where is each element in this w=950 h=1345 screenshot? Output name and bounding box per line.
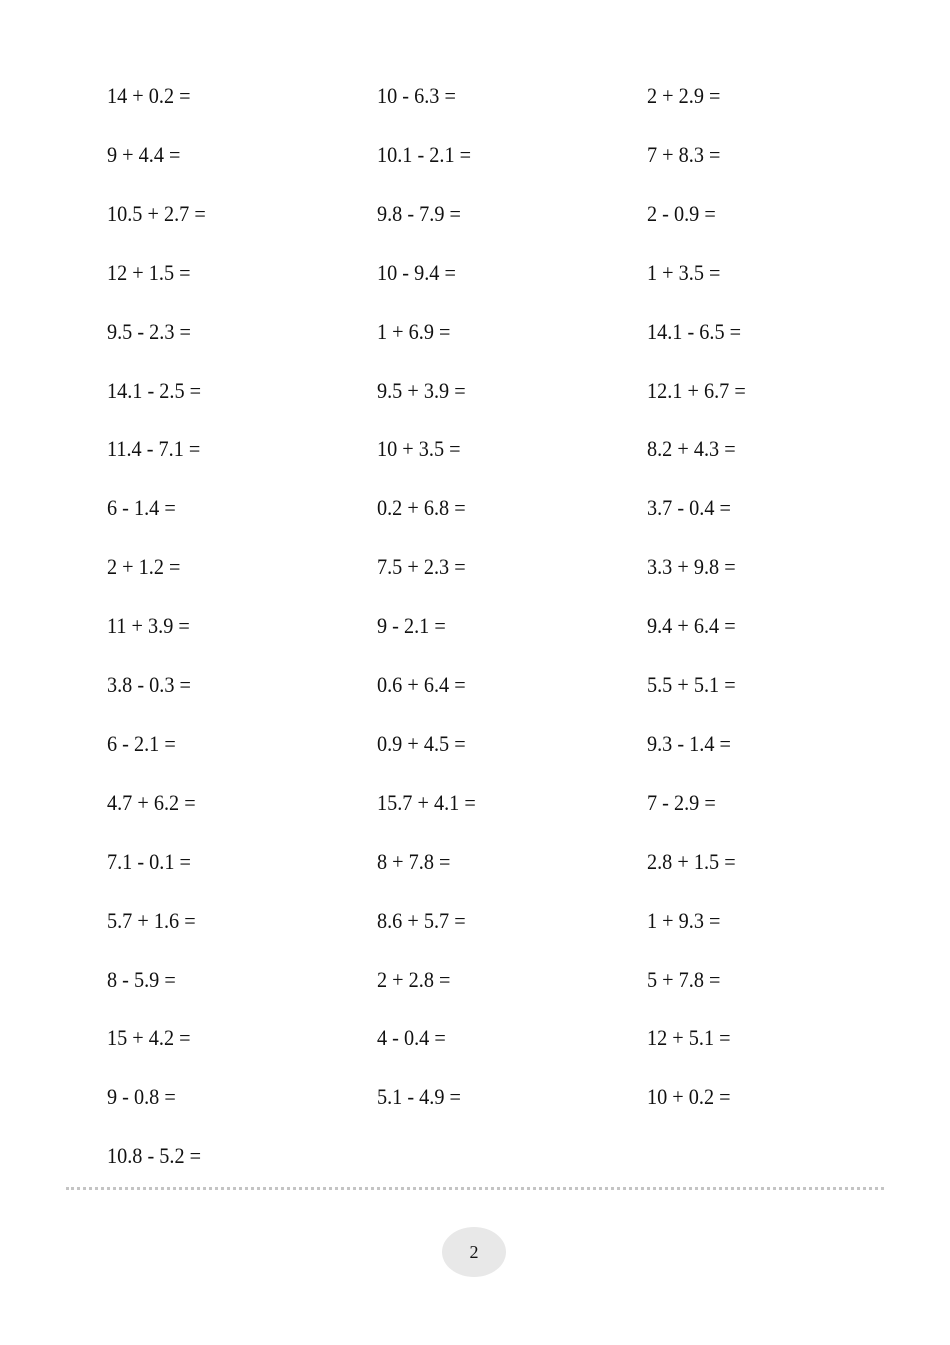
math-problem: 5 + 7.8 = bbox=[647, 966, 721, 992]
math-problem: 8.6 + 5.7 = bbox=[377, 907, 466, 933]
math-problem: 8 - 5.9 = bbox=[107, 966, 176, 992]
math-problem: 0.6 + 6.4 = bbox=[377, 672, 466, 697]
math-problem: 2 - 0.9 = bbox=[647, 200, 716, 226]
math-problem: 9 - 2.1 = bbox=[377, 613, 446, 639]
math-problem: 5.7 + 1.6 = bbox=[107, 907, 196, 933]
page-number: 2 bbox=[469, 1241, 479, 1262]
math-problem: 2.8 + 1.5 = bbox=[647, 848, 736, 874]
math-problem: 5.5 + 5.1 = bbox=[647, 672, 736, 697]
math-problem: 15 + 4.2 = bbox=[107, 1025, 191, 1051]
math-problem: 4.7 + 6.2 = bbox=[107, 789, 196, 815]
math-problem: 9.3 - 1.4 = bbox=[647, 730, 731, 756]
math-problem: 11.4 - 7.1 = bbox=[107, 436, 201, 462]
math-problem: 10.5 + 2.7 = bbox=[107, 200, 206, 226]
math-problem: 11 + 3.9 = bbox=[107, 613, 190, 639]
math-problem: 9 + 4.4 = bbox=[107, 141, 181, 167]
math-problem: 3.7 - 0.4 = bbox=[647, 495, 731, 521]
math-problem: 8 + 7.8 = bbox=[377, 848, 451, 874]
math-problem: 3.8 - 0.3 = bbox=[107, 672, 191, 697]
math-problem: 1 + 9.3 = bbox=[647, 907, 721, 933]
math-problem: 10.8 - 5.2 = bbox=[107, 1143, 202, 1169]
math-problem: 7.5 + 2.3 = bbox=[377, 554, 466, 580]
math-problem: 6 - 1.4 = bbox=[107, 495, 176, 521]
math-problem: 0.9 + 4.5 = bbox=[377, 730, 466, 756]
math-problem: 4 - 0.4 = bbox=[377, 1025, 446, 1051]
math-problem: 12 + 1.5 = bbox=[107, 259, 191, 285]
math-problem: 1 + 6.9 = bbox=[377, 318, 451, 344]
math-problem: 2 + 2.8 = bbox=[377, 966, 451, 992]
math-problem: 5.1 - 4.9 = bbox=[377, 1084, 461, 1110]
math-problem: 10 + 3.5 = bbox=[377, 436, 461, 462]
math-problem: 2 + 2.9 = bbox=[647, 83, 721, 108]
math-problem: 9.4 + 6.4 = bbox=[647, 613, 736, 639]
math-problem: 0.2 + 6.8 = bbox=[377, 495, 466, 521]
math-problem: 3.3 + 9.8 = bbox=[647, 554, 736, 580]
math-problem: 14.1 - 6.5 = bbox=[647, 318, 742, 344]
math-problem: 9.5 - 2.3 = bbox=[107, 318, 191, 344]
math-problem: 10 - 6.3 = bbox=[377, 83, 456, 108]
dotted-divider bbox=[66, 1187, 884, 1190]
math-problem: 10.1 - 2.1 = bbox=[377, 141, 472, 167]
math-problem: 7 - 2.9 = bbox=[647, 789, 716, 815]
math-problem: 9 - 0.8 = bbox=[107, 1084, 176, 1110]
math-problem: 9.5 + 3.9 = bbox=[377, 377, 466, 403]
math-problem: 6 - 2.1 = bbox=[107, 730, 176, 756]
math-problem: 9.8 - 7.9 = bbox=[377, 200, 461, 226]
math-problem: 7 + 8.3 = bbox=[647, 141, 721, 167]
math-problem: 10 - 9.4 = bbox=[377, 259, 456, 285]
math-problem: 12.1 + 6.7 = bbox=[647, 377, 746, 403]
math-problem: 10 + 0.2 = bbox=[647, 1084, 731, 1110]
math-problem: 14.1 - 2.5 = bbox=[107, 377, 202, 403]
math-problem: 15.7 + 4.1 = bbox=[377, 789, 476, 815]
math-problem: 8.2 + 4.3 = bbox=[647, 436, 736, 462]
math-problem: 7.1 - 0.1 = bbox=[107, 848, 191, 874]
math-problem: 1 + 3.5 = bbox=[647, 259, 721, 285]
math-problem: 2 + 1.2 = bbox=[107, 554, 181, 580]
page-number-badge bbox=[442, 1227, 506, 1277]
math-problem: 12 + 5.1 = bbox=[647, 1025, 731, 1051]
math-problem: 14 + 0.2 = bbox=[107, 83, 191, 108]
